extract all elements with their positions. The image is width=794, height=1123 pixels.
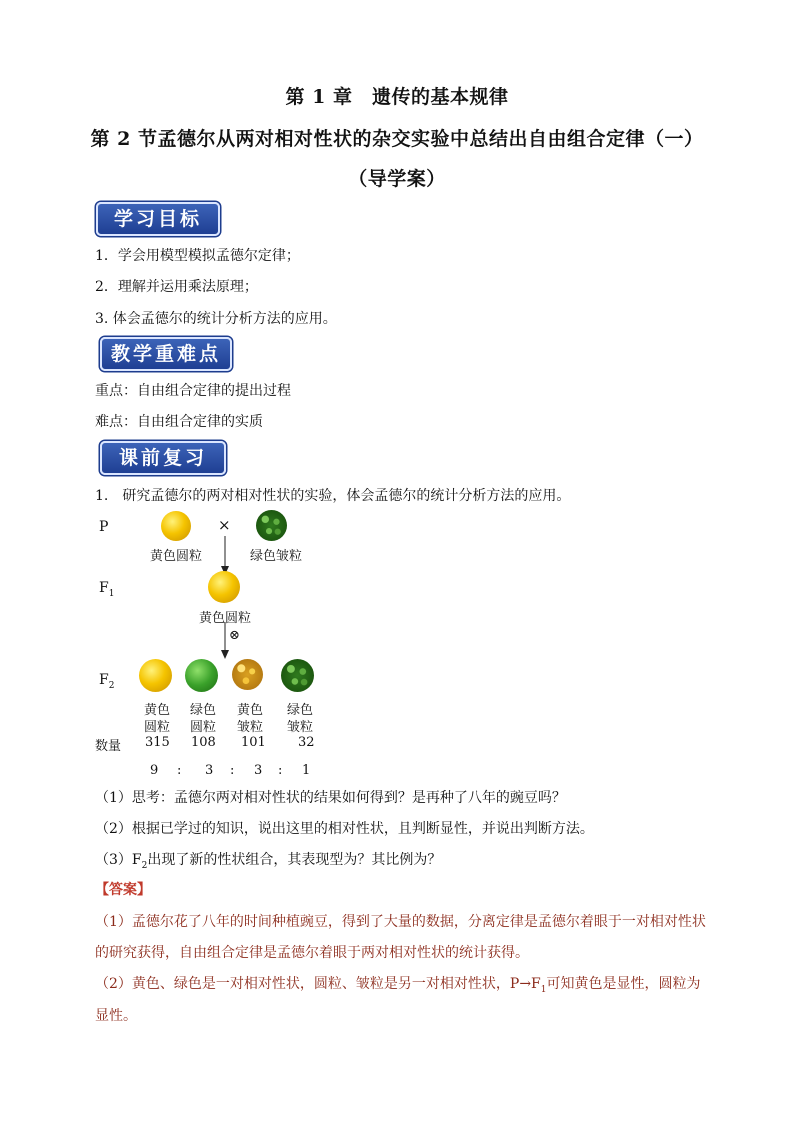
ratio-sep-2: : [230, 763, 235, 778]
review-question-1: 1. 研究孟德尔的两对相对性状的实验，体会孟德尔的统计分析方法的应用。 [95, 488, 571, 504]
p-left-label: 黄色圆粒 [150, 549, 203, 564]
f2-green-wrinkled-pea-icon [281, 659, 314, 692]
cross-symbol: × [218, 516, 231, 534]
arrow-p-to-f1 [218, 536, 232, 576]
yellow-round-pea-icon [161, 511, 191, 541]
subtitle: （导学案） [348, 168, 446, 190]
question-3: $(3)F_2$出现了新的性状组合，其表现型为？其比例为？ [95, 852, 442, 871]
answer-1-line-1: （1）孟德尔花了八年的时间种植豌豆，得到了大量的数据，分离定律是孟德尔着眼于一对相对性状 [95, 914, 706, 930]
f2-color-3: 黄色 [237, 703, 264, 718]
answer-label: 【答案】 [95, 882, 151, 898]
f2-green-round-pea-icon [185, 659, 218, 692]
ratio-9: 9 [150, 763, 159, 778]
answer-1-line-2: 的研究获得，自由组合定律是孟德尔着眼于两对相对性状的统计获得。 [95, 945, 529, 961]
self-cross-symbol: ⊗ [229, 628, 240, 643]
f2-shape-2: 圆粒 [190, 720, 217, 735]
goal-1: 1．学会用模型模拟孟德尔定律； [95, 248, 300, 264]
f2-shape-4: 皱粒 [287, 720, 314, 735]
f2-yellow-wrinkled-pea-icon [232, 659, 263, 690]
f2-color-2: 绿色 [190, 703, 217, 718]
green-wrinkled-pea-icon [256, 510, 287, 541]
goals-badge: 学习目标 [96, 202, 220, 236]
ratio-1: 1 [302, 763, 311, 778]
section-title: 第 2 节孟德尔从两对相对性状的杂交实验中总结出自由组合定律（一） [90, 128, 704, 150]
question-2: （2）根据已学过的知识，说出这里的相对性状，且判断显性，并说出判断方法。 [95, 821, 594, 837]
goal-2: 2．理解并运用乘法原理； [95, 279, 258, 295]
review-badge: 课前复习 [100, 441, 226, 475]
ratio-sep-3: : [278, 763, 283, 778]
ratio-sep-1: : [177, 763, 182, 778]
difficulty-point: 难点：自由组合定律的实质 [95, 414, 263, 430]
f2-count-3: 101 [241, 735, 266, 750]
answer-2-line-1: （2）黄色、绿色是一对相对性状，圆粒、皱粒是另一对相对性状，$P\to F_1$可知黄色是显性，圆粒为 [95, 976, 701, 995]
ratio-3a: 3 [205, 763, 214, 778]
f1-pea-label: 黄色圆粒 [199, 611, 252, 626]
f2-count-1: 315 [145, 735, 170, 750]
answer-2-line-2: 显性。 [95, 1008, 137, 1024]
keypoints-badge: 教学重难点 [100, 337, 232, 371]
count-label: 数量 [95, 739, 122, 754]
f2-shape-1: 圆粒 [144, 720, 171, 735]
ratio-3b: 3 [254, 763, 263, 778]
goal-3: 3. 体会孟德尔的统计分析方法的应用。 [95, 311, 337, 327]
chapter-title: 第 1 章 遗传的基本规律 [285, 86, 509, 108]
f1-generation-label: $F_1$ [99, 580, 115, 599]
f2-count-4: 32 [298, 735, 315, 750]
p-generation-label: P [99, 519, 109, 535]
f2-color-1: 黄色 [144, 703, 171, 718]
f2-color-4: 绿色 [287, 703, 314, 718]
focus-point: 重点：自由组合定律的提出过程 [95, 383, 291, 399]
f1-yellow-round-pea-icon [208, 571, 240, 603]
p-right-label: 绿色皱粒 [250, 549, 303, 564]
f2-count-2: 108 [191, 735, 216, 750]
question-1: （1）思考：孟德尔两对相对性状的结果如何得到？是再种了八年的豌豆吗？ [95, 790, 566, 806]
f2-shape-3: 皱粒 [237, 720, 264, 735]
f2-generation-label: $F_2$ [99, 672, 115, 691]
f2-yellow-round-pea-icon [139, 659, 172, 692]
